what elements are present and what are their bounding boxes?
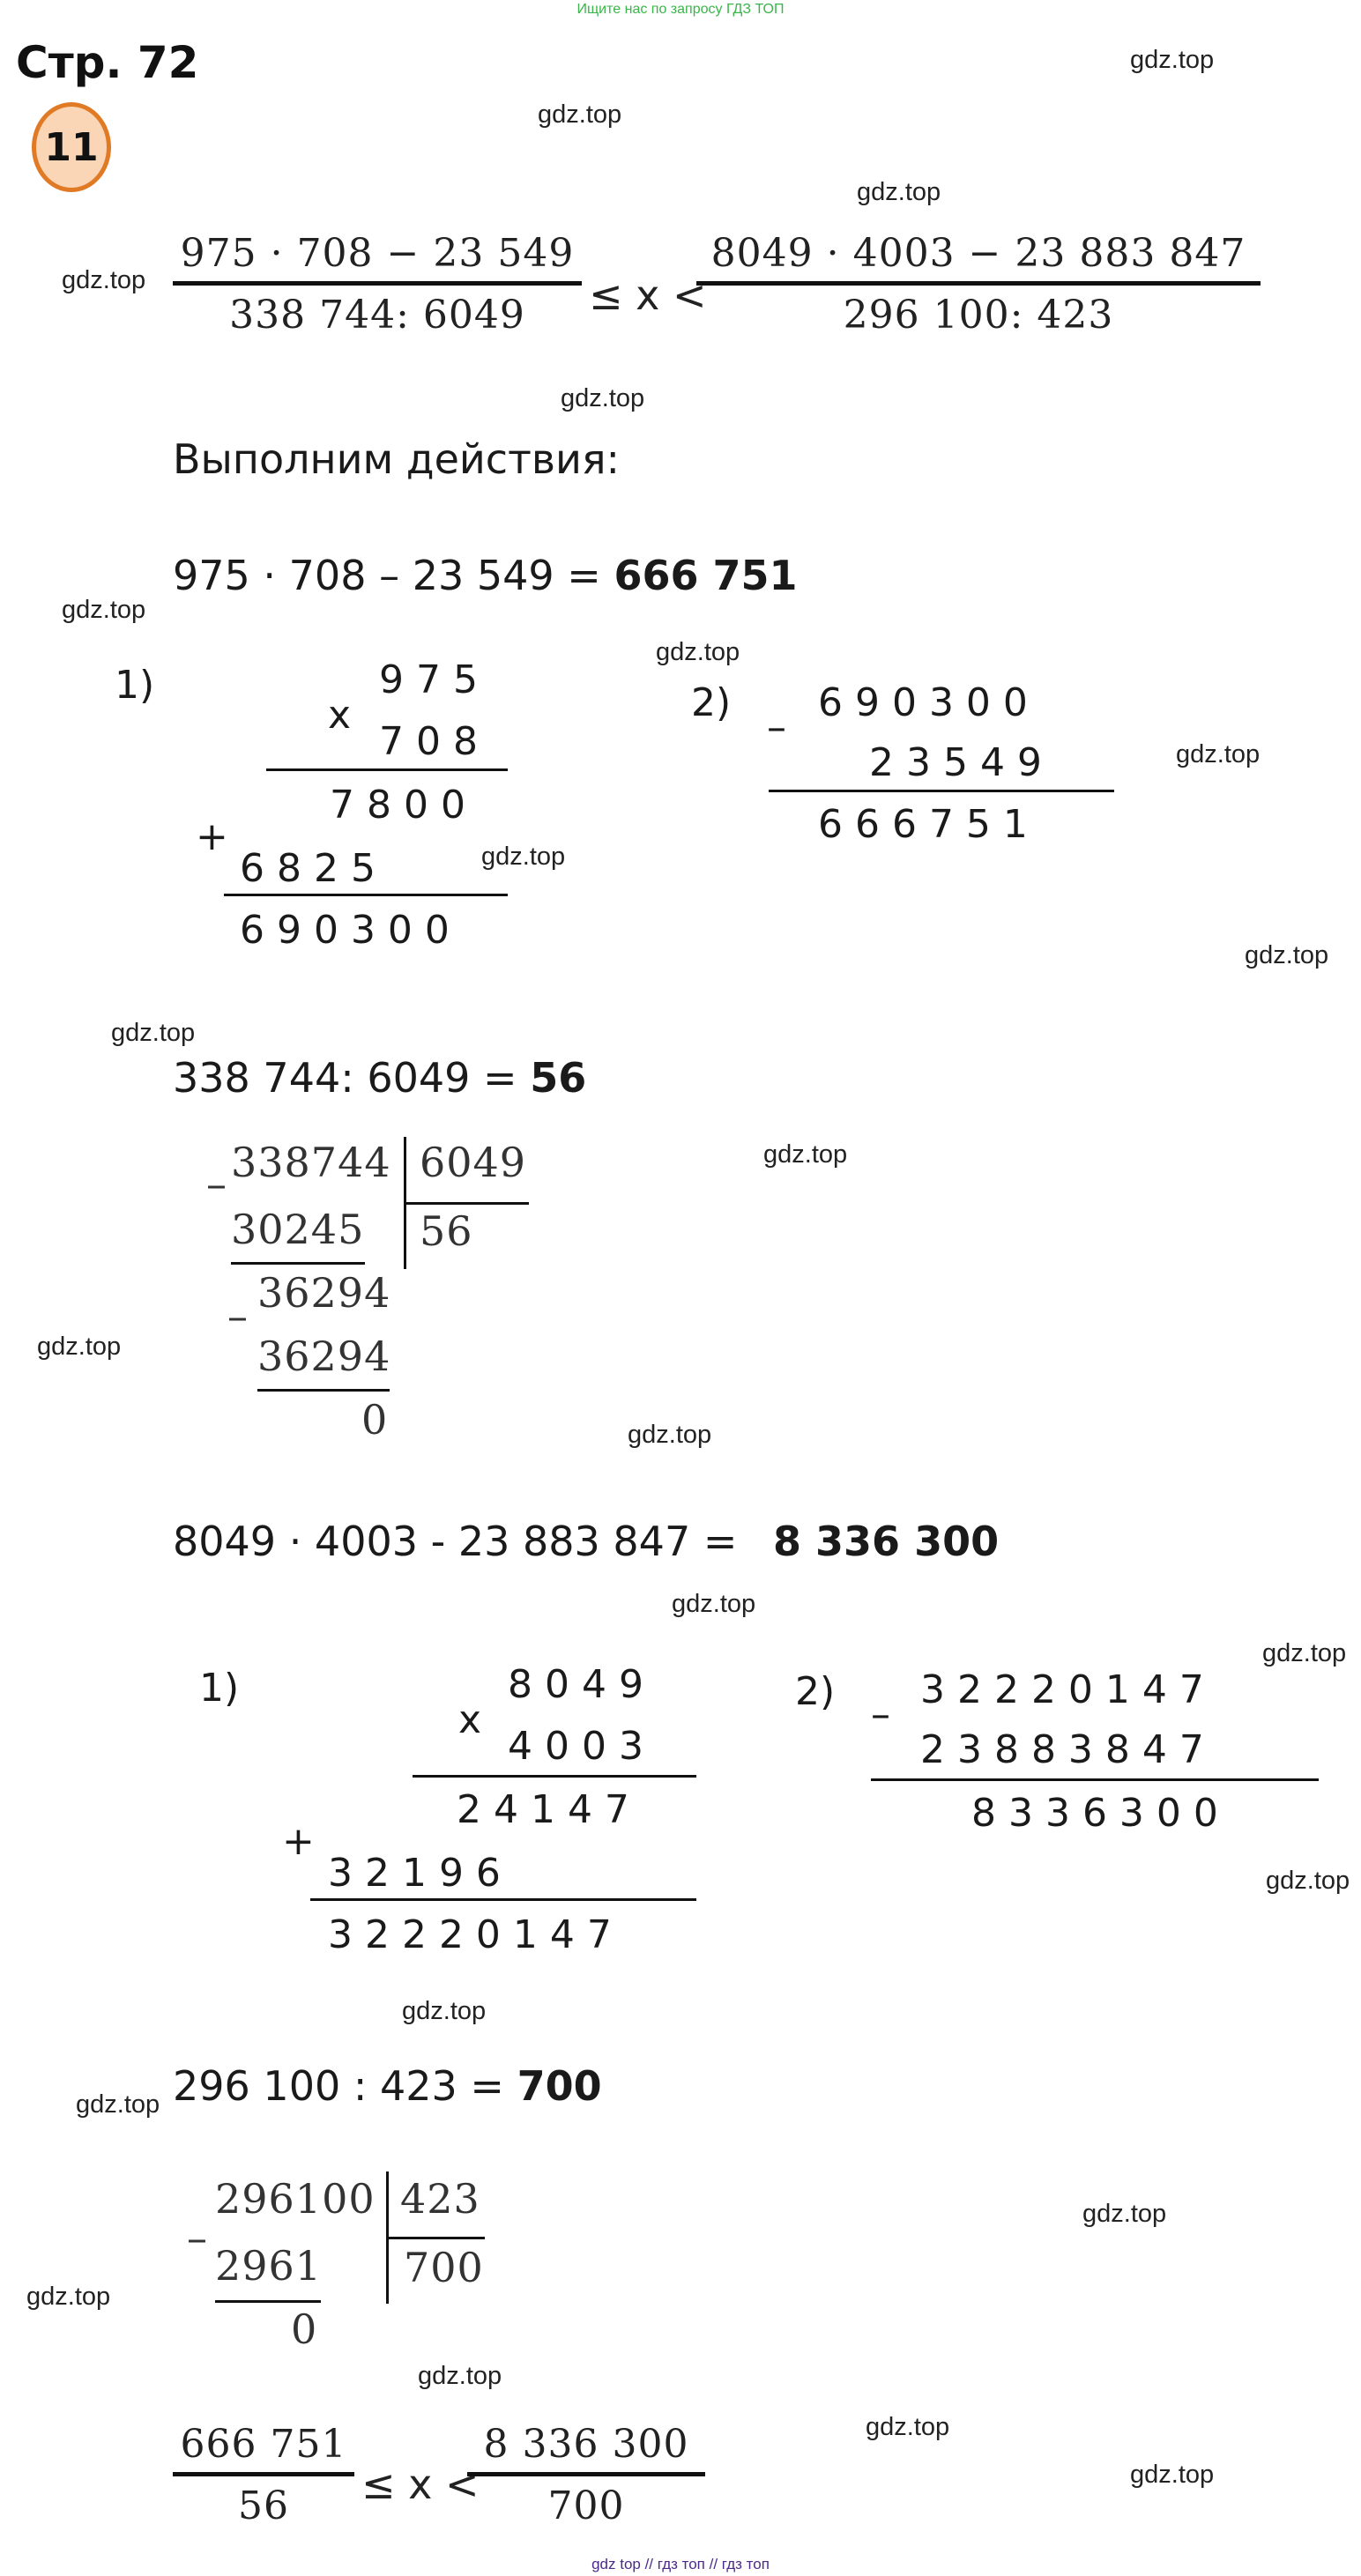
fraction-denominator: 338 744: 6049 (229, 293, 525, 338)
expression-3 (173, 1518, 999, 1565)
watermark: gdz.top (1176, 740, 1261, 768)
inequality-relation: ≤ x < (589, 271, 707, 319)
divisor: 6049 (420, 1139, 527, 1186)
watermark: gdz.top (763, 1140, 848, 1169)
task-number-badge (32, 102, 111, 192)
fraction-denominator: 296 100: 423 (843, 293, 1114, 338)
minus-sign: – (187, 2214, 208, 2261)
fraction-numerator: 975 · 708 − 23 549 (180, 231, 575, 276)
expression-result: 8 336 300 (773, 1518, 1000, 1565)
result-left-fraction (173, 2422, 354, 2528)
partial-product-2: 6 8 2 5 (240, 846, 376, 891)
expression-4 (173, 2062, 602, 2110)
minus-sign: – (206, 1160, 227, 1207)
expression-text: 8049 · 4003 - 23 883 847 = (173, 1518, 751, 1565)
step-label: 2) (691, 680, 732, 725)
remainder: 0 (361, 1396, 389, 1444)
watermark: gdz.top (1082, 2200, 1167, 2228)
quotient: 700 (404, 2244, 484, 2291)
watermark: gdz.top (857, 178, 941, 206)
expression-text: 296 100 : 423 = (173, 2062, 517, 2110)
step-label: 2) (795, 1669, 836, 1714)
product-result: 6 9 0 3 0 0 (240, 908, 450, 953)
watermark: gdz.top (62, 596, 146, 624)
remainder-step: 36294 (257, 1269, 391, 1317)
inequality-left-fraction (173, 231, 582, 338)
plus-sign: + (196, 814, 228, 859)
top-banner: Ищите нас по запросу ГДЗ ТОП (576, 2, 785, 17)
rule-line (871, 1778, 1319, 1781)
watermark: gdz.top (672, 1590, 756, 1618)
inequality-right-fraction (696, 231, 1261, 338)
step-label: 1) (199, 1666, 240, 1711)
remainder: 0 (291, 2305, 318, 2353)
task-number: 11 (44, 124, 99, 170)
dividend: 338744 (231, 1139, 391, 1186)
multiplicand: 9 7 5 (379, 657, 478, 702)
watermark: gdz.top (1266, 1867, 1350, 1895)
partial-product-1: 7 8 0 0 (330, 783, 465, 828)
difference: 8 3 3 6 3 0 0 (971, 1791, 1218, 1836)
expression-text: 975 · 708 – 23 549 = (173, 552, 614, 599)
watermark: gdz.top (26, 2283, 111, 2311)
footer-links[interactable]: gdz top // гдз топ // гдз топ (591, 2556, 770, 2572)
result-right-fraction (467, 2422, 705, 2528)
multiplicand: 8 0 4 9 (508, 1662, 643, 1707)
watermark: gdz.top (111, 1019, 196, 1047)
expression-result: 700 (517, 2062, 602, 2110)
subtracted-value: 36294 (257, 1333, 391, 1380)
expression-2 (173, 1054, 586, 1102)
expression-result: 56 (530, 1054, 587, 1102)
watermark: gdz.top (866, 2413, 950, 2441)
watermark: gdz.top (418, 2362, 502, 2390)
subtracted-value: 30245 (231, 1206, 365, 1253)
fraction-bar (696, 281, 1261, 286)
difference: 6 6 6 7 5 1 (818, 802, 1028, 847)
watermark: gdz.top (538, 100, 622, 129)
partial-product-2: 3 2 1 9 6 (328, 1851, 501, 1896)
product-result: 3 2 2 2 0 1 4 7 (328, 1912, 612, 1957)
dividend: 296100 (215, 2175, 376, 2223)
watermark: gdz.top (37, 1333, 122, 1361)
rule-line (266, 768, 508, 771)
subtracted-value: 2961 (215, 2242, 323, 2290)
watermark: gdz.top (402, 1997, 487, 2025)
watermark: gdz.top (656, 638, 740, 666)
multiplier: 4 0 0 3 (508, 1724, 643, 1769)
rule-line (413, 1775, 696, 1778)
rule-line (405, 1202, 529, 1205)
watermark: gdz.top (481, 843, 566, 871)
minus-sign: – (871, 1692, 890, 1737)
inequality-relation: ≤ x < (361, 2461, 480, 2508)
subtrahend: 2 3 5 4 9 (869, 740, 1042, 785)
fraction-numerator: 8 336 300 (483, 2422, 689, 2467)
rule-line (215, 2300, 321, 2303)
rule-line (257, 1389, 390, 1392)
watermark: gdz.top (561, 384, 645, 412)
fraction-denominator: 56 (238, 2483, 289, 2528)
expression-result: 666 751 (614, 552, 798, 599)
watermark: gdz.top (628, 1421, 712, 1449)
minus-sign: – (767, 705, 786, 750)
page-title: Стр. 72 (16, 37, 199, 88)
rule-line (310, 1898, 696, 1901)
minuend: 6 9 0 3 0 0 (818, 680, 1028, 725)
multiply-sign: x (458, 1697, 482, 1742)
step-label: 1) (115, 663, 155, 708)
subtrahend: 2 3 8 8 3 8 4 7 (920, 1727, 1204, 1772)
minuend: 3 2 2 2 0 1 4 7 (920, 1667, 1204, 1712)
watermark: gdz.top (1130, 46, 1215, 74)
partial-product-1: 2 4 1 4 7 (457, 1787, 629, 1832)
fraction-denominator: 700 (547, 2483, 625, 2528)
intro-text: Выполним действия: (173, 435, 621, 483)
watermark: gdz.top (76, 2090, 160, 2119)
plus-sign: + (282, 1819, 315, 1864)
multiply-sign: x (328, 693, 352, 738)
watermark: gdz.top (1130, 2461, 1215, 2489)
expression-text: 338 744: 6049 = (173, 1054, 531, 1102)
rule-line (769, 790, 1114, 792)
fraction-bar (173, 281, 582, 286)
rule-line (224, 894, 508, 896)
fraction-numerator: 8049 · 4003 − 23 883 847 (710, 231, 1246, 276)
expression-1 (173, 552, 798, 599)
watermark: gdz.top (1245, 941, 1329, 969)
rule-line (231, 1262, 365, 1265)
fraction-numerator: 666 751 (180, 2422, 347, 2467)
quotient: 56 (420, 1207, 473, 1255)
multiplier: 7 0 8 (379, 719, 478, 764)
minus-sign: – (227, 1292, 249, 1340)
fraction-bar (173, 2472, 354, 2476)
divisor: 423 (400, 2175, 480, 2223)
fraction-bar (467, 2472, 705, 2476)
watermark: gdz.top (62, 266, 146, 294)
watermark: gdz.top (1262, 1639, 1347, 1667)
rule-line (388, 2237, 485, 2239)
